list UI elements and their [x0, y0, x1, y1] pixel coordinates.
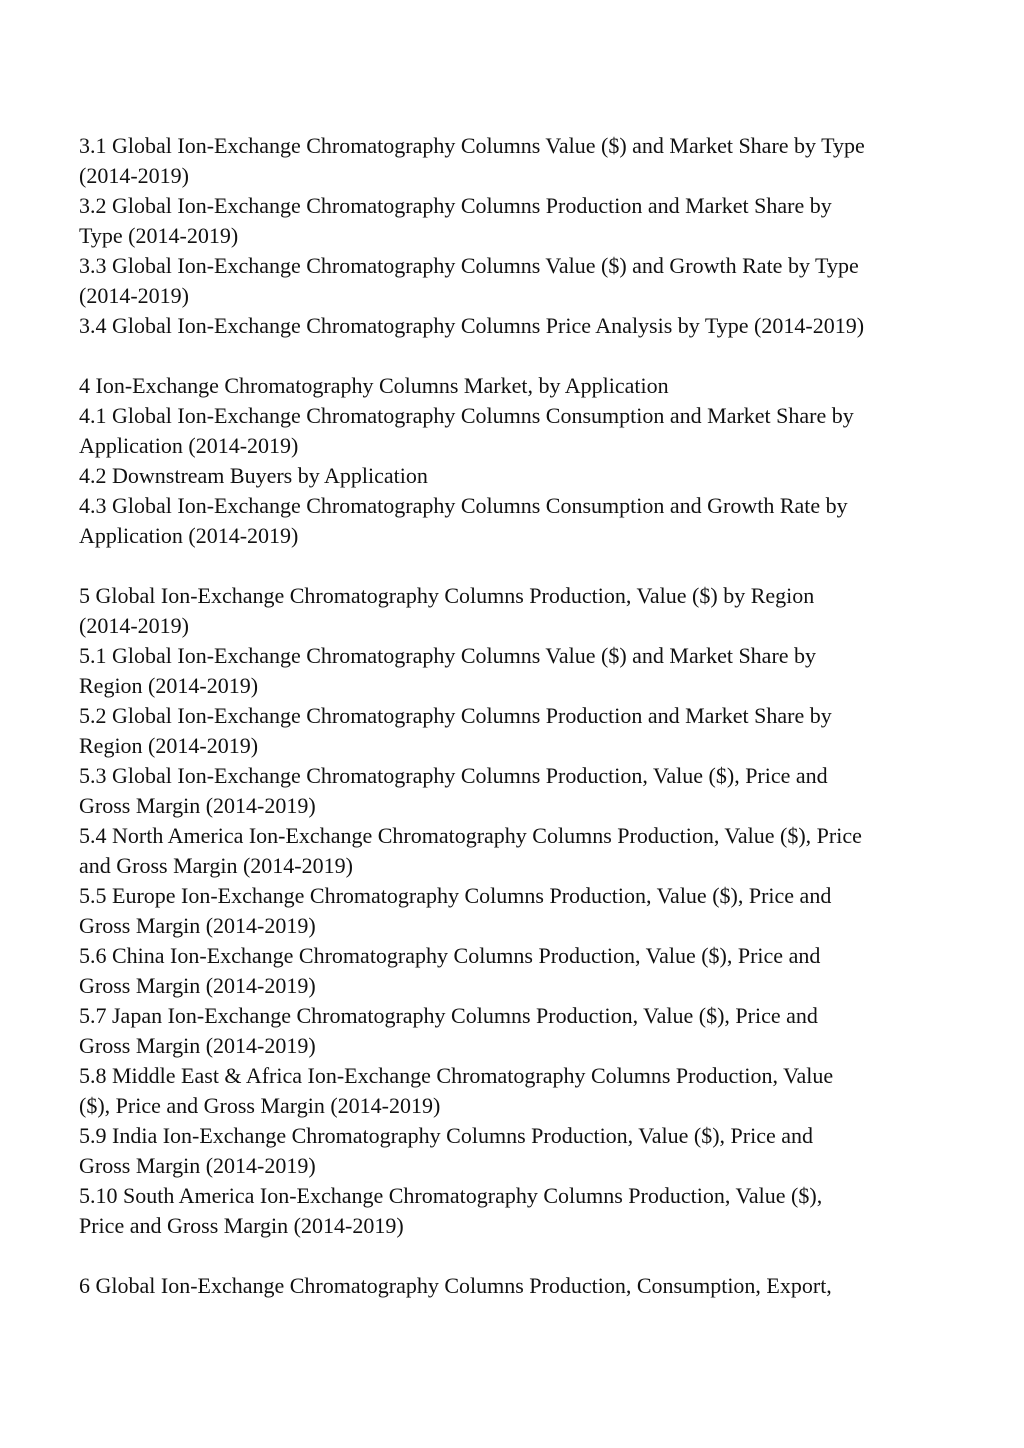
toc-line: 5 Global Ion-Exchange Chromatography Columns Production, Value ($) by Region [79, 583, 815, 608]
toc-line: Gross Margin (2014-2019) [79, 793, 316, 818]
toc-line: 5.8 Middle East & Africa Ion-Exchange Chromatography Columns Production, Value [79, 1063, 834, 1088]
toc-line: 5.6 China Ion-Exchange Chromatography Columns Production, Value ($), Price and [79, 943, 821, 968]
toc-line: Price and Gross Margin (2014-2019) [79, 1213, 404, 1238]
toc-line: 3.3 Global Ion-Exchange Chromatography Columns Value ($) and Growth Rate by Type [79, 253, 859, 278]
toc-line: 6 Global Ion-Exchange Chromatography Columns Production, Consumption, Export, [79, 1273, 832, 1298]
toc-line: (2014-2019) [79, 613, 189, 638]
toc-line: 4.2 Downstream Buyers by Application [79, 463, 428, 488]
document-page [79, 131, 959, 1301]
paragraph-gap [79, 341, 959, 371]
toc-line: Gross Margin (2014-2019) [79, 1153, 316, 1178]
toc-line: Gross Margin (2014-2019) [79, 1033, 316, 1058]
toc-line: 5.10 South America Ion-Exchange Chromatography Columns Production, Value ($), [79, 1183, 823, 1208]
toc-line: Type (2014-2019) [79, 223, 239, 248]
toc-line: ($), Price and Gross Margin (2014-2019) [79, 1093, 441, 1118]
toc-line: 4.3 Global Ion-Exchange Chromatography Columns Consumption and Growth Rate by [79, 493, 848, 518]
toc-line: 3.1 Global Ion-Exchange Chromatography Columns Value ($) and Market Share by Type [79, 133, 865, 158]
toc-line: 5.1 Global Ion-Exchange Chromatography Columns Value ($) and Market Share by [79, 643, 817, 668]
paragraph-gap [79, 551, 959, 581]
toc-line: Application (2014-2019) [79, 523, 299, 548]
toc-line: 5.7 Japan Ion-Exchange Chromatography Columns Production, Value ($), Price and [79, 1003, 818, 1028]
toc-line: Gross Margin (2014-2019) [79, 913, 316, 938]
toc-line: 3.2 Global Ion-Exchange Chromatography Columns Production and Market Share by [79, 193, 832, 218]
toc-line: Gross Margin (2014-2019) [79, 973, 316, 998]
toc-line: 5.5 Europe Ion-Exchange Chromatography Columns Production, Value ($), Price and [79, 883, 832, 908]
toc-line: (2014-2019) [79, 283, 189, 308]
toc-line: 4 Ion-Exchange Chromatography Columns Market, by Application [79, 373, 669, 398]
toc-line: and Gross Margin (2014-2019) [79, 853, 353, 878]
toc-line: Region (2014-2019) [79, 733, 259, 758]
toc-line: 3.4 Global Ion-Exchange Chromatography Columns Price Analysis by Type (2014-2019) [79, 313, 865, 338]
toc-line: Application (2014-2019) [79, 433, 299, 458]
toc-line: Region (2014-2019) [79, 673, 259, 698]
toc-line: 5.4 North America Ion-Exchange Chromatography Columns Production, Value ($), Price [79, 823, 862, 848]
toc-line: 5.9 India Ion-Exchange Chromatography Columns Production, Value ($), Price and [79, 1123, 813, 1148]
toc-line: 5.2 Global Ion-Exchange Chromatography Columns Production and Market Share by [79, 703, 832, 728]
toc-line: 4.1 Global Ion-Exchange Chromatography Columns Consumption and Market Share by [79, 403, 854, 428]
toc-line: (2014-2019) [79, 163, 189, 188]
toc-line: 5.3 Global Ion-Exchange Chromatography Columns Production, Value ($), Price and [79, 763, 828, 788]
paragraph-gap [79, 1241, 959, 1271]
